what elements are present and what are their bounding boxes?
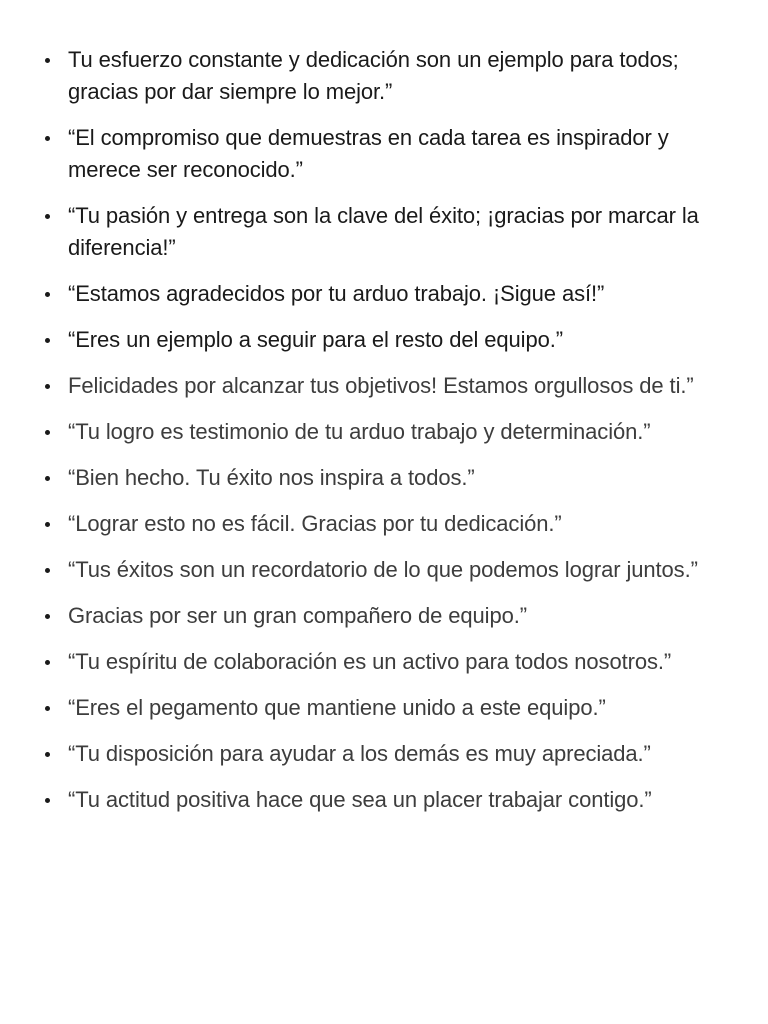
bullet-icon	[45, 338, 50, 343]
bullet-icon	[45, 660, 50, 665]
bullet-icon	[45, 752, 50, 757]
list-item-text: Felicidades por alcanzar tus objetivos! Estamos orgullosos de ti.”	[68, 373, 694, 398]
bullet-icon	[45, 568, 50, 573]
list-item	[0, 416, 768, 448]
bullet-icon	[45, 430, 50, 435]
list-item-text: “Lograr esto no es fácil. Gracias por tu dedicación.”	[68, 511, 562, 536]
list-item-text: “Estamos agradecidos por tu arduo trabajo. ¡Sigue así!”	[68, 281, 605, 306]
list-item-text: “Tus éxitos son un recordatorio de lo que podemos lograr juntos.”	[68, 557, 698, 582]
bullet-icon	[45, 706, 50, 711]
list-item-text: “Tu logro es testimonio de tu arduo trabajo y determinación.”	[68, 419, 651, 444]
list-item	[0, 462, 768, 494]
list-item-text: “Eres el pegamento que mantiene unido a este equipo.”	[68, 695, 606, 720]
list-item	[0, 784, 768, 816]
list-item	[0, 324, 768, 356]
list-item-text: Gracias por ser un gran compañero de equipo.”	[68, 603, 527, 628]
list-item-text: “Tu espíritu de colaboración es un activo para todos nosotros.”	[68, 649, 672, 674]
list-item	[0, 646, 768, 678]
bullet-icon	[45, 136, 50, 141]
list-item-text: “Tu disposición para ayudar a los demás es muy apreciada.”	[68, 741, 651, 766]
list-item-text: “Bien hecho. Tu éxito nos inspira a todos.”	[68, 465, 475, 490]
list-item	[0, 278, 768, 310]
bullet-icon	[45, 292, 50, 297]
list-item	[0, 122, 768, 186]
bullet-icon	[45, 798, 50, 803]
list-item	[0, 738, 768, 770]
list-item	[0, 600, 768, 632]
bullet-icon	[45, 522, 50, 527]
bullet-icon	[45, 614, 50, 619]
list-item-text: “Tu pasión y entrega son la clave del éxito; ¡gracias por marcar la diferencia!”	[68, 203, 699, 260]
list-item	[0, 508, 768, 540]
list-item-text: “El compromiso que demuestras en cada tarea es inspirador y merece ser reconocido.”	[68, 125, 669, 182]
quote-list	[0, 44, 768, 830]
bullet-icon	[45, 384, 50, 389]
list-item	[0, 44, 768, 108]
list-item-text: “Tu actitud positiva hace que sea un placer trabajar contigo.”	[68, 787, 652, 812]
list-item-text: “Eres un ejemplo a seguir para el resto del equipo.”	[68, 327, 563, 352]
bullet-icon	[45, 58, 50, 63]
list-item	[0, 200, 768, 264]
list-item-text: Tu esfuerzo constante y dedicación son un ejemplo para todos; gracias por dar siempre lo mejor.”	[68, 47, 679, 104]
bullet-icon	[45, 476, 50, 481]
list-item	[0, 370, 768, 402]
list-item	[0, 554, 768, 586]
bullet-icon	[45, 214, 50, 219]
list-item	[0, 692, 768, 724]
